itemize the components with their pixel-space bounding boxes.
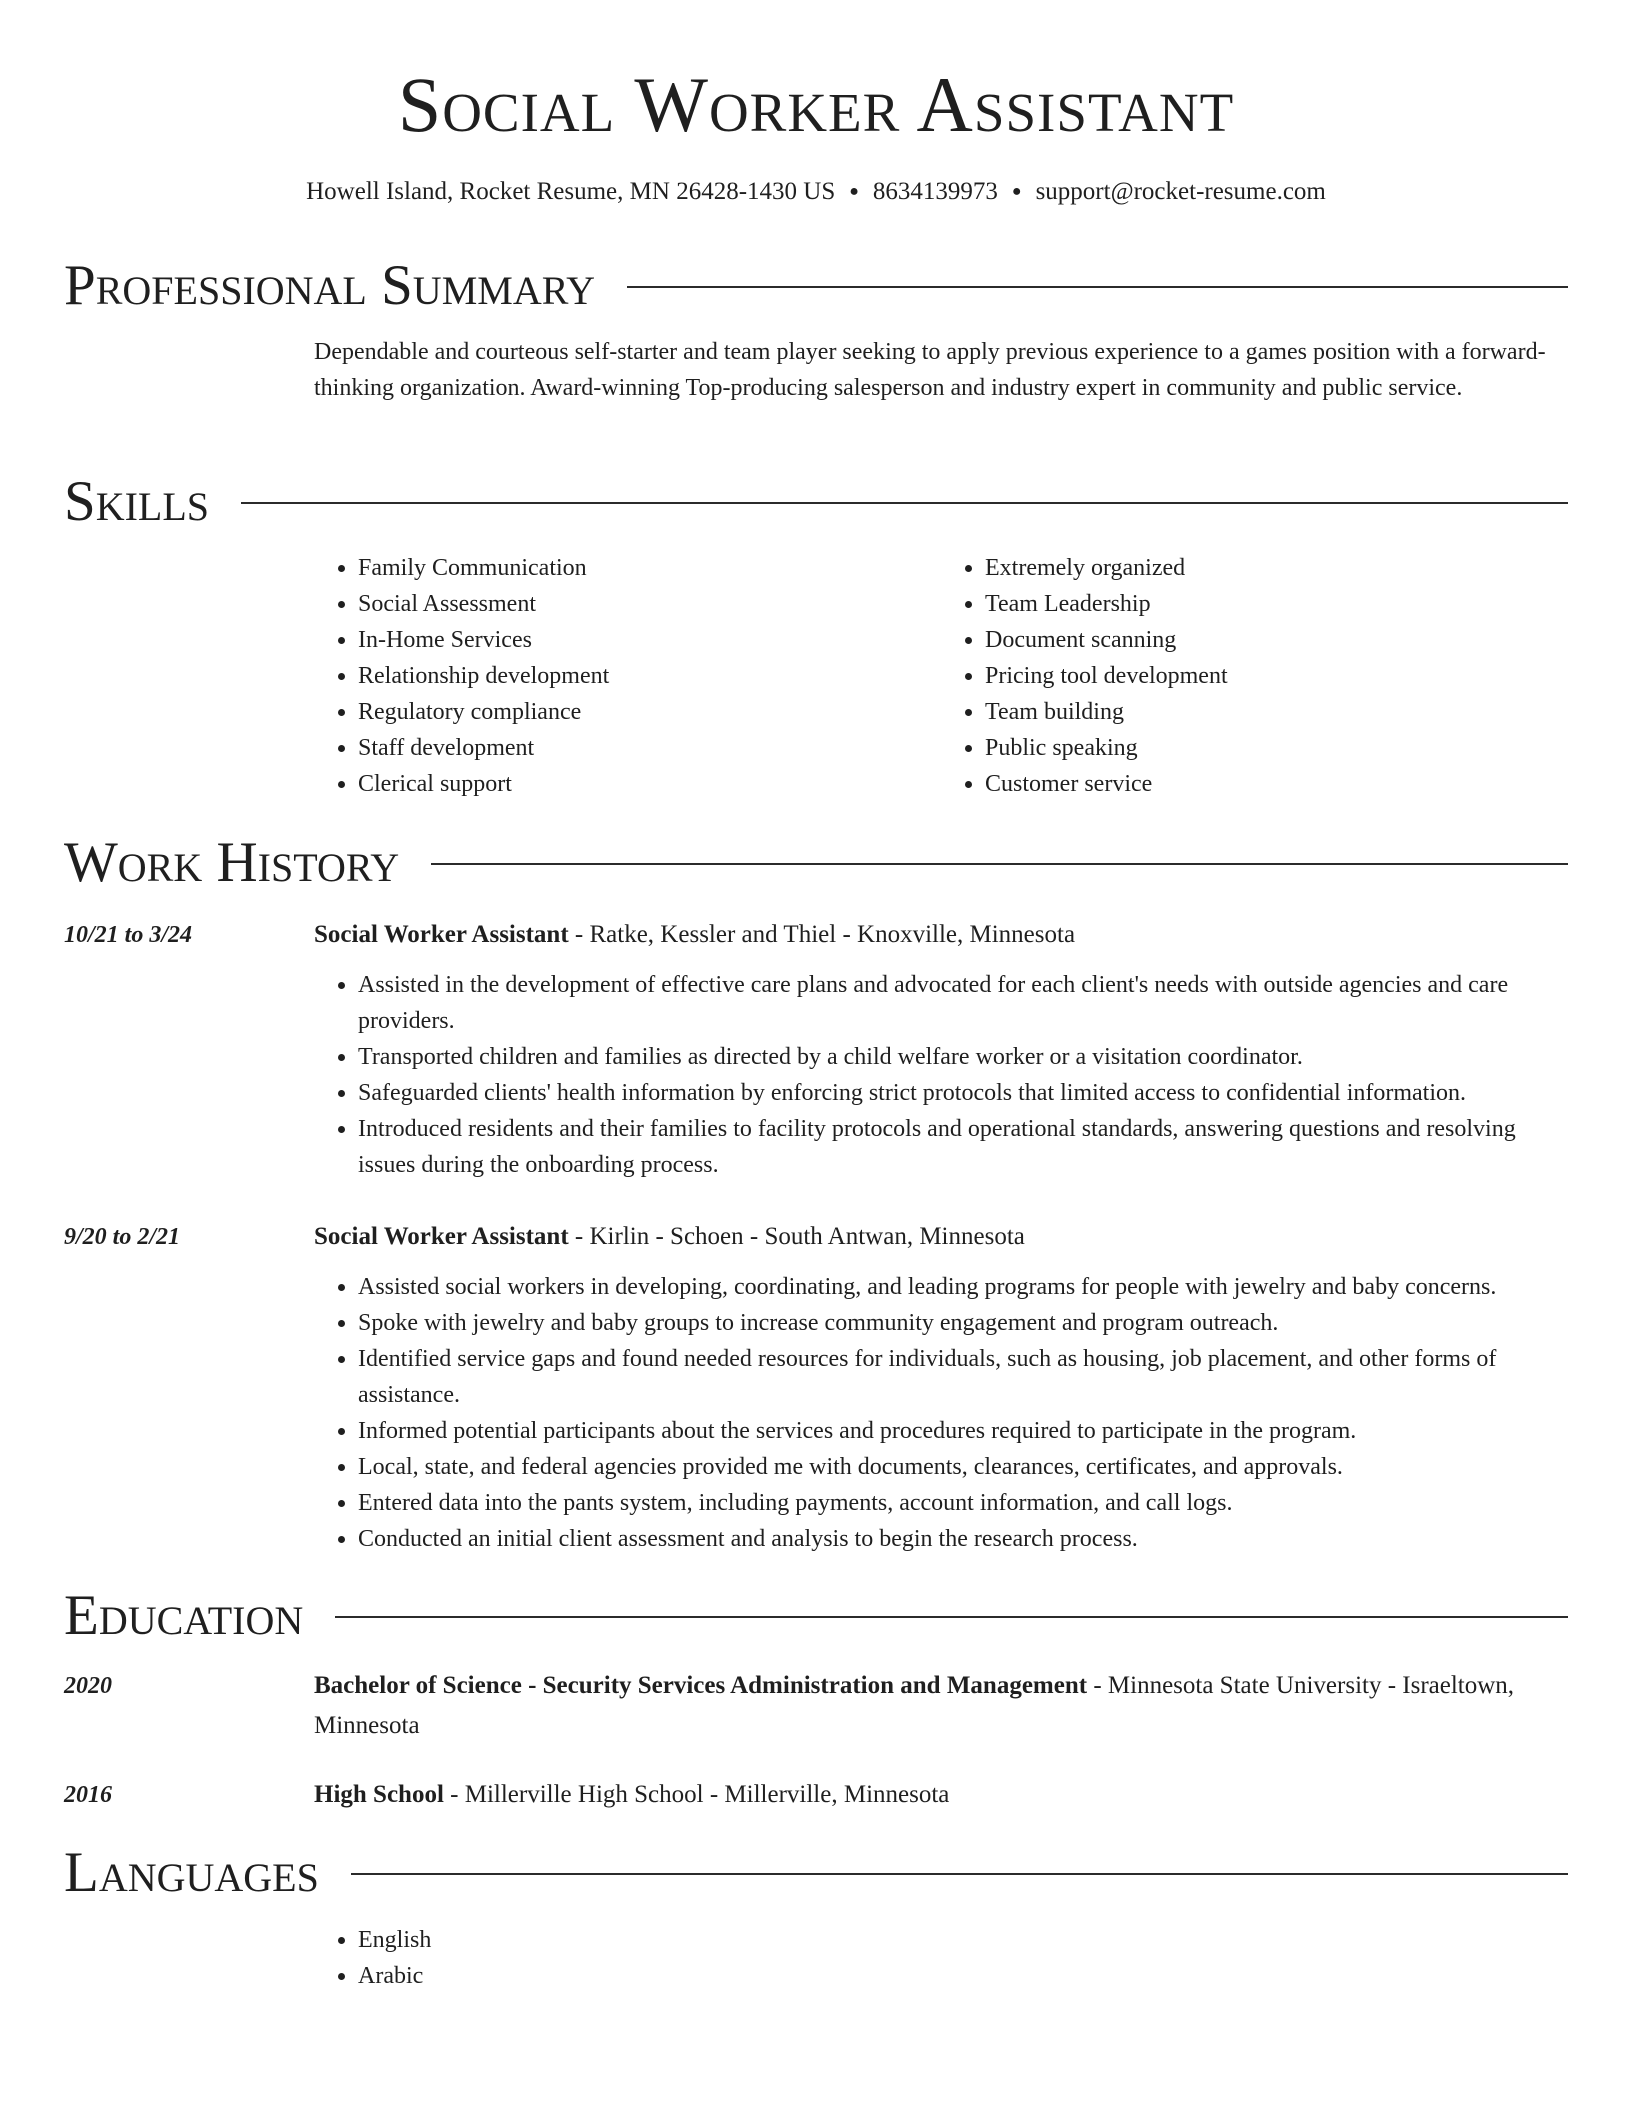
education-title: Education: [64, 1584, 304, 1647]
skill-item: • Team Leadership: [985, 586, 1568, 622]
skill-item: • Relationship development: [358, 658, 941, 694]
separator-dot: ●: [849, 183, 859, 200]
job-role: Social Worker Assistant: [314, 921, 569, 948]
job-bullet: • Local, state, and federal agencies provided me with documents, clearances, certificates, and approvals.: [358, 1449, 1568, 1485]
skills-list-left: [314, 550, 941, 802]
skill-item: • Customer service: [985, 766, 1568, 802]
education-degree: High School: [314, 1781, 444, 1808]
section-divider: [335, 1616, 1568, 1618]
contact-line: [0, 176, 1632, 208]
job-entry: [314, 915, 1568, 1183]
job-heading: [314, 915, 1568, 955]
education-year: 2016: [64, 1782, 112, 1808]
skills-block: [314, 550, 1568, 802]
work-section-header: [64, 833, 1568, 893]
job-bullets: [314, 1269, 1568, 1557]
job-bullet: • Entered data into the pants system, including payments, account information, and call logs.: [358, 1485, 1568, 1521]
languages-block: [314, 1922, 1568, 1994]
job-bullet: • Identified service gaps and found needed resources for individuals, such as housing, job placement, and other forms of assistance.: [358, 1341, 1568, 1413]
contact-address: Howell Island, Rocket Resume, MN 26428-1430 US: [306, 178, 836, 205]
skill-item: • Staff development: [358, 730, 941, 766]
skill-item: • Regulatory compliance: [358, 694, 941, 730]
education-section-header: [64, 1586, 1568, 1646]
skill-item: • Family Communication: [358, 550, 941, 586]
candidate-name: Social Worker Assistant: [397, 61, 1235, 148]
language-item: • Arabic: [358, 1958, 1568, 1994]
languages-title: Languages: [64, 1841, 319, 1904]
skill-item: • In-Home Services: [358, 622, 941, 658]
skills-list-right: [941, 550, 1568, 802]
skill-item: • Document scanning: [985, 622, 1568, 658]
summary-section-header: [64, 256, 1568, 316]
skill-item: • Clerical support: [358, 766, 941, 802]
section-divider: [351, 1873, 1568, 1875]
job-bullet: • Introduced residents and their families to facility protocols and operational standards, answering questions and resolving issues during the onboarding process.: [358, 1111, 1568, 1183]
skill-item: • Team building: [985, 694, 1568, 730]
skill-item: • Social Assessment: [358, 586, 941, 622]
job-bullet: • Assisted in the development of effective care plans and advocated for each client's needs with outside agencies and care providers.: [358, 967, 1568, 1039]
section-divider: [241, 502, 1568, 504]
summary-title: Professional Summary: [64, 254, 596, 317]
education-degree: Bachelor of Science - Security Services Administration and Management: [314, 1672, 1088, 1699]
skill-item: • Extremely organized: [985, 550, 1568, 586]
skills-section-header: [64, 472, 1568, 532]
education-school: - Millerville High School - Millerville, Minnesota: [443, 1781, 950, 1808]
skills-title: Skills: [64, 470, 210, 533]
job-bullet: • Transported children and families as directed by a child welfare worker or a visitation coordinator.: [358, 1039, 1568, 1075]
skill-item: • Public speaking: [985, 730, 1568, 766]
summary-block: [314, 334, 1568, 406]
languages-list: [314, 1922, 1568, 1994]
job-bullet: • Safeguarded clients' health information by enforcing strict protocols that limited access to confidential information.: [358, 1075, 1568, 1111]
job-employer: - Ratke, Kessler and Thiel - Knoxville, Minnesota: [568, 921, 1076, 948]
job-entry: [314, 1217, 1568, 1557]
job-bullet: • Spoke with jewelry and baby groups to increase community engagement and program outreach.: [358, 1305, 1568, 1341]
job-heading: [314, 1217, 1568, 1257]
job-bullet: • Conducted an initial client assessment and analysis to begin the research process.: [358, 1521, 1568, 1557]
skill-item: • Pricing tool development: [985, 658, 1568, 694]
contact-email: support@rocket-resume.com: [1035, 178, 1326, 205]
separator-dot: ●: [1011, 183, 1022, 200]
job-employer: - Kirlin - Schoen - South Antwan, Minnesota: [568, 1223, 1025, 1250]
summary-text: Dependable and courteous self-starter and team player seeking to apply previous experience to a games position with a forward-thinking organization. Award-winning Top-producing salesperson and industry expert in community and public service.: [314, 339, 1546, 401]
work-title: Work History: [64, 831, 400, 894]
language-item: • English: [358, 1922, 1568, 1958]
education-school: - Minnesota State University - Israeltown, Minnesota: [314, 1672, 1515, 1739]
job-bullets: [314, 967, 1568, 1183]
section-divider: [431, 863, 1568, 865]
languages-section-header: [64, 1843, 1568, 1903]
job-dates: 10/21 to 3/24: [64, 922, 193, 948]
education-entry: [314, 1666, 1568, 1746]
job-bullet: • Informed potential participants about the services and procedures required to participate in the program.: [358, 1413, 1568, 1449]
contact-phone: 8634139973: [872, 178, 998, 205]
job-dates: 9/20 to 2/21: [64, 1224, 181, 1250]
section-divider: [627, 286, 1568, 288]
job-bullet: • Assisted social workers in developing, coordinating, and leading programs for people with jewelry and baby concerns.: [358, 1269, 1568, 1305]
education-entry: [314, 1775, 1568, 1815]
job-role: Social Worker Assistant: [314, 1223, 569, 1250]
education-year: 2020: [64, 1673, 112, 1699]
